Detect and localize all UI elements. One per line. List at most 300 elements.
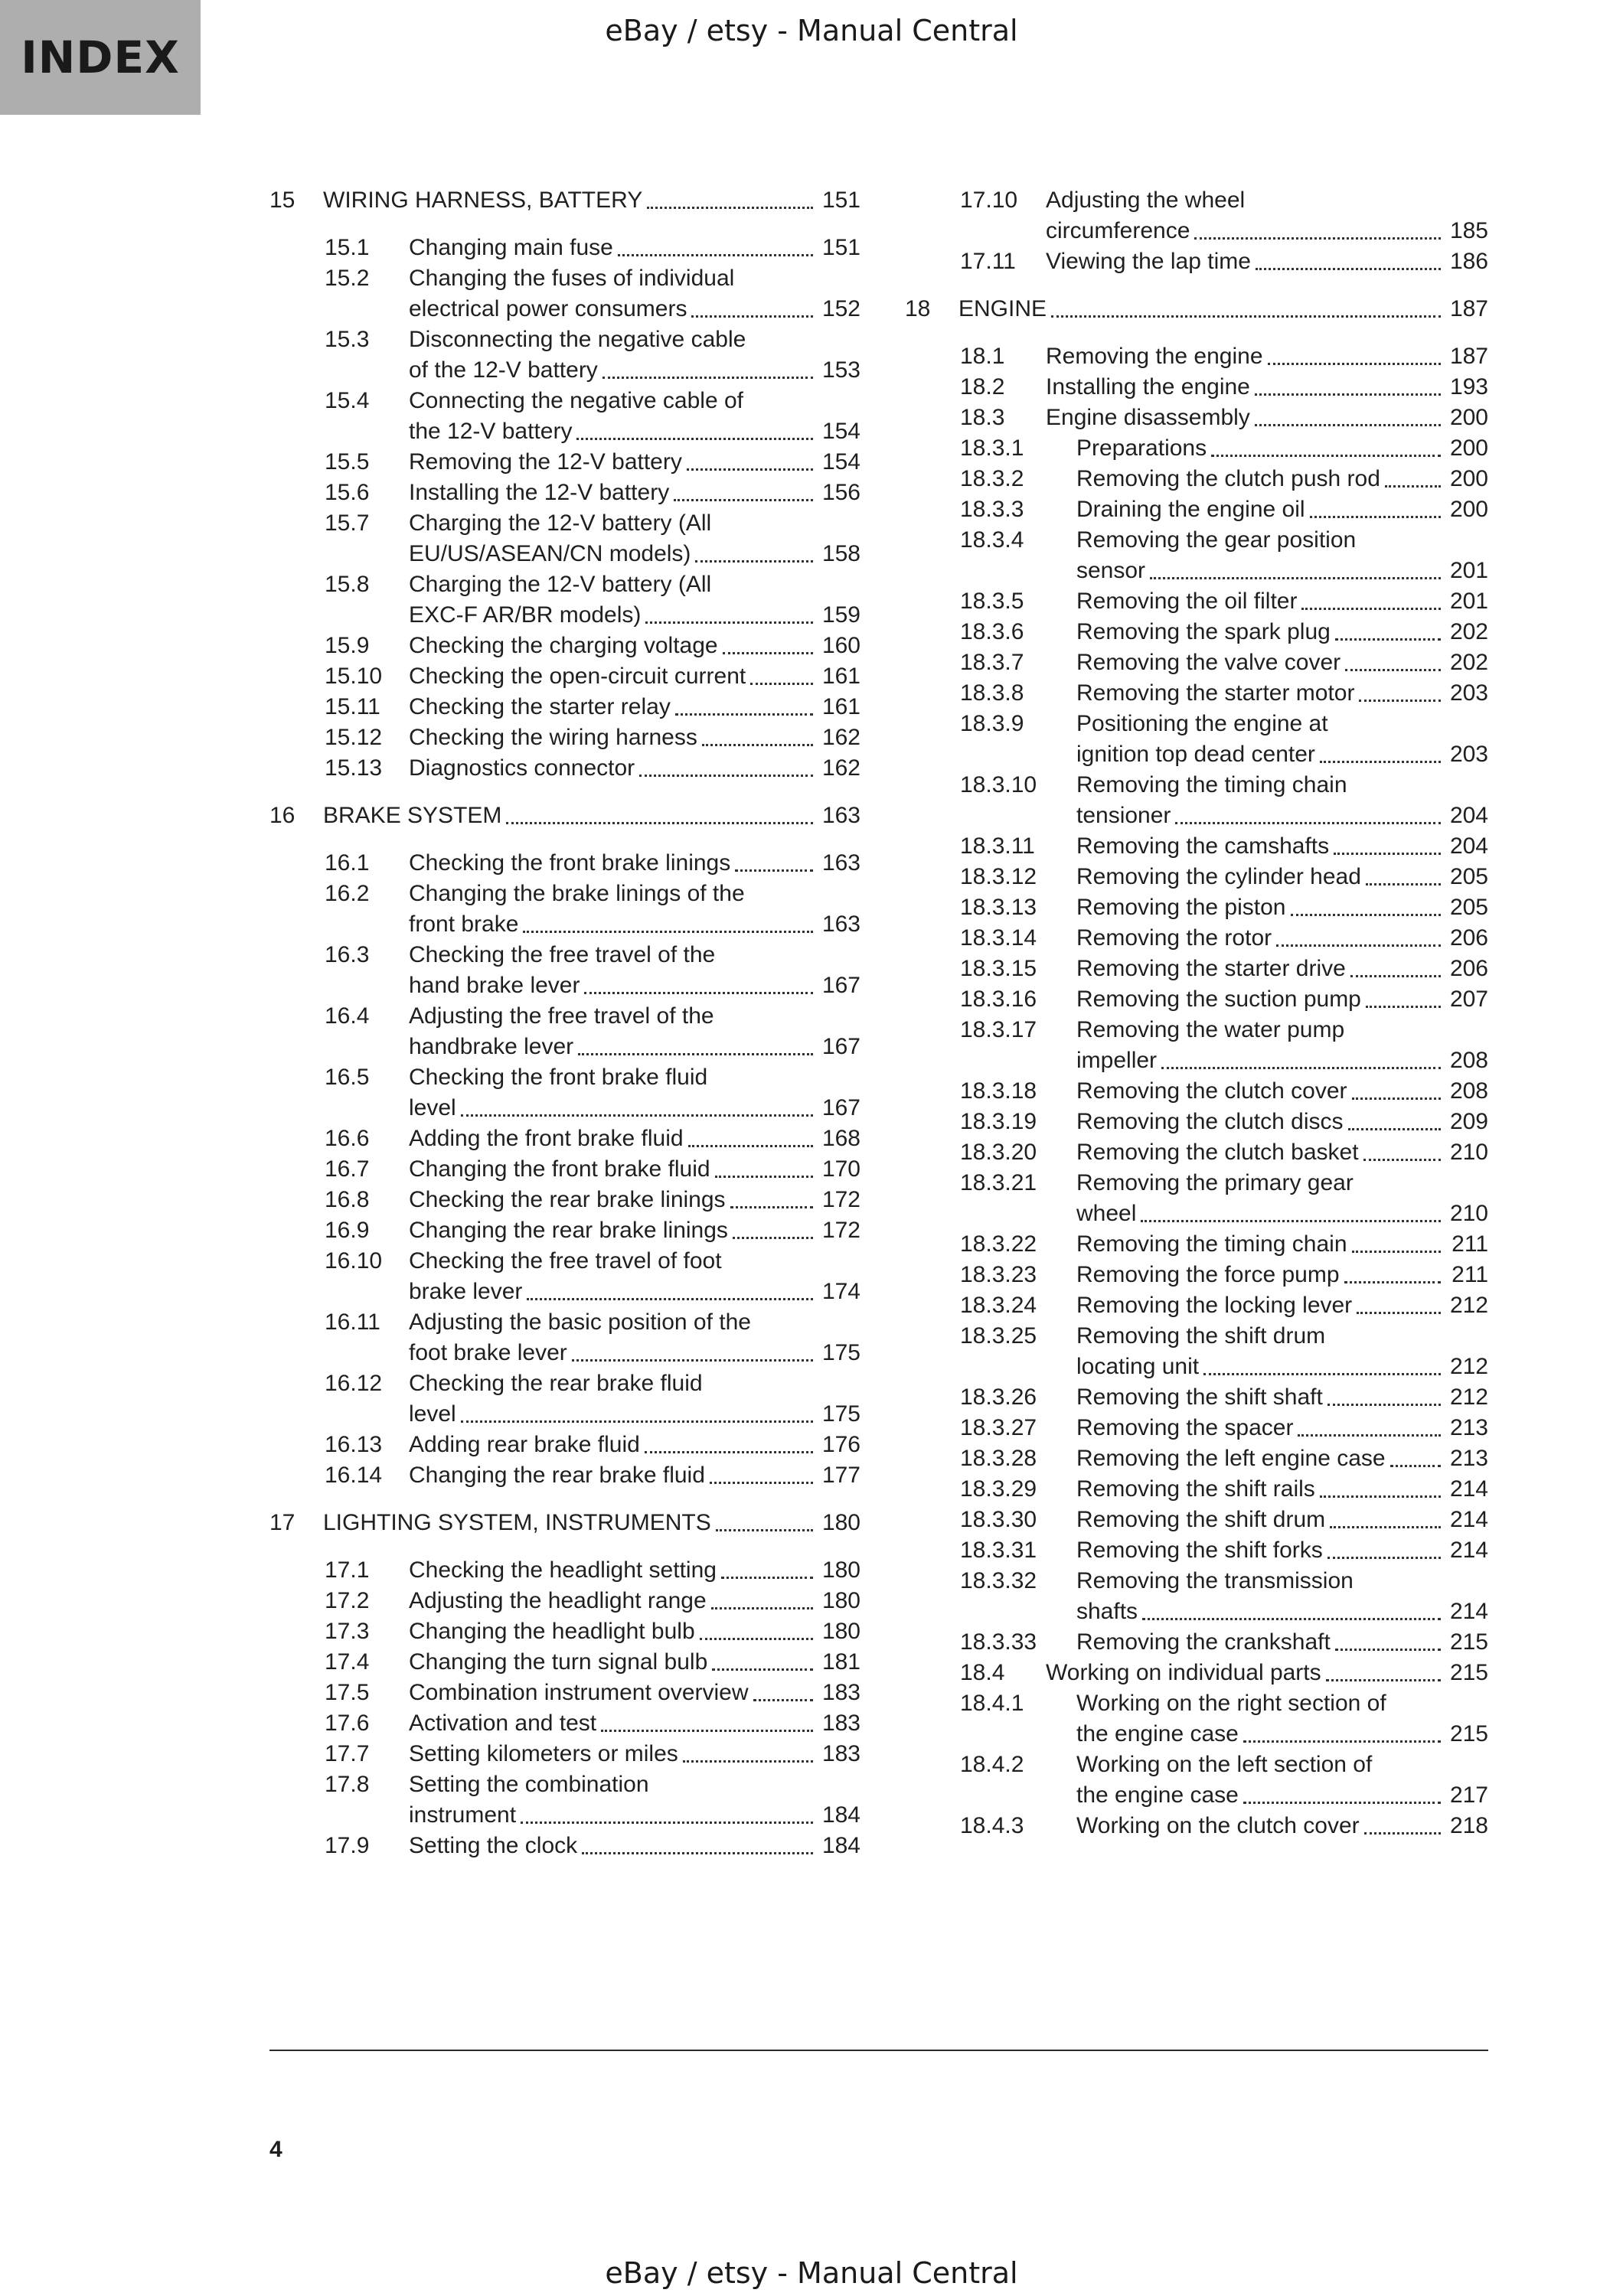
toc-entry-number: 18.3.4 <box>960 527 1024 553</box>
toc-entry[interactable] <box>269 1647 860 1678</box>
dot-leader <box>1335 638 1441 641</box>
toc-entry-page: 201 <box>1449 558 1488 583</box>
toc-entry-title: Draining the engine oil <box>1076 497 1305 522</box>
toc-entry[interactable] <box>905 1750 1488 1811</box>
toc-entry-title: Checking the rear brake fluid <box>409 1371 703 1396</box>
toc-entry[interactable] <box>269 940 860 1001</box>
toc-entry-title: Removing the valve cover <box>1076 650 1341 675</box>
toc-entry-number: 16.7 <box>325 1156 370 1182</box>
toc-entry-page: 202 <box>1449 650 1488 675</box>
toc-entry-page: 208 <box>1449 1048 1488 1073</box>
toc-entry-page: 183 <box>821 1741 860 1766</box>
toc-entry-title: Adding rear brake fluid <box>409 1432 640 1457</box>
toc-entry-title: Adjusting the free travel of the <box>409 1003 714 1029</box>
toc-entry-number: 16.10 <box>325 1248 383 1274</box>
toc-entry-number: 18.3.30 <box>960 1507 1037 1532</box>
toc-entry-title: Removing the rotor <box>1076 925 1272 951</box>
toc-entry[interactable] <box>905 647 1488 678</box>
dot-leader <box>735 869 813 872</box>
dot-leader <box>578 1053 813 1055</box>
dot-leader <box>1357 1312 1441 1314</box>
toc-entry-page: 187 <box>1449 296 1488 321</box>
toc-entry[interactable] <box>269 508 860 569</box>
toc-entry-page: 167 <box>821 1095 860 1120</box>
toc-entry-title: Changing the brake linings of the <box>409 881 745 906</box>
toc-entry-page: 215 <box>1449 1721 1488 1746</box>
dot-leader <box>1345 669 1441 671</box>
toc-entry-page: 159 <box>821 602 860 628</box>
toc-entry[interactable] <box>269 1368 860 1430</box>
toc-entry[interactable] <box>905 1107 1488 1137</box>
toc-entry[interactable] <box>269 1678 860 1708</box>
dot-leader <box>1310 516 1441 518</box>
toc-entry-number: 16.1 <box>325 850 370 876</box>
toc-entry[interactable] <box>269 722 860 753</box>
toc-entry-number: 15.6 <box>325 480 370 505</box>
toc-entry-title: Working on the right section of <box>1076 1691 1386 1716</box>
toc-entry[interactable] <box>269 325 860 386</box>
toc-entry-title: Setting the combination <box>409 1772 649 1797</box>
toc-entry[interactable] <box>269 386 860 447</box>
toc-entry-number: 18.3.21 <box>960 1170 1037 1195</box>
toc-entry-title: hand brake lever <box>409 973 580 998</box>
toc-entry[interactable] <box>905 403 1488 433</box>
dot-leader <box>1359 700 1441 702</box>
toc-entry-title: sensor <box>1076 558 1146 583</box>
toc-entry-title: front brake <box>409 912 519 937</box>
toc-entry[interactable] <box>905 617 1488 647</box>
toc-entry-number: 18 <box>905 296 931 321</box>
toc-entry-title: Removing the force pump <box>1076 1262 1340 1287</box>
toc-entry-title: Removing the camshafts <box>1076 833 1330 859</box>
toc-entry-title: Checking the free travel of the <box>409 942 716 967</box>
toc-entry[interactable] <box>905 1137 1488 1168</box>
dot-leader <box>1276 944 1441 947</box>
toc-entry-number: 18.3.28 <box>960 1446 1037 1471</box>
dot-leader <box>750 683 813 685</box>
toc-entry[interactable] <box>905 464 1488 494</box>
toc-entry-title: Changing the headlight bulb <box>409 1619 695 1644</box>
toc-entry[interactable] <box>269 1215 860 1246</box>
toc-entry[interactable] <box>269 1508 860 1538</box>
dot-leader <box>1175 822 1441 824</box>
toc-entry[interactable] <box>905 862 1488 892</box>
toc-entry-page: 207 <box>1449 987 1488 1012</box>
toc-entry-number: 18.3.2 <box>960 466 1024 491</box>
toc-entry-page: 218 <box>1449 1813 1488 1838</box>
toc-entry[interactable] <box>905 1505 1488 1535</box>
dot-leader <box>1366 883 1441 885</box>
toc-entry-title: Removing the shift rails <box>1076 1476 1315 1502</box>
toc-entry-page: 203 <box>1449 742 1488 767</box>
dot-leader <box>1326 1679 1441 1681</box>
toc-entry-page: 180 <box>821 1510 860 1535</box>
toc-entry-title: Removing the gear position <box>1076 527 1357 553</box>
toc-entry-title: Removing the water pump <box>1076 1017 1345 1042</box>
toc-entry-number: 18.4 <box>960 1660 1005 1685</box>
toc-entry[interactable] <box>905 294 1488 325</box>
toc-entry-number: 18.3.26 <box>960 1384 1037 1410</box>
toc-entry[interactable] <box>269 661 860 692</box>
toc-entry-page: 175 <box>821 1340 860 1365</box>
toc-entry[interactable] <box>269 1001 860 1062</box>
toc-entry[interactable] <box>269 1616 860 1647</box>
dot-leader <box>687 468 813 471</box>
toc-entry-page: 162 <box>821 725 860 750</box>
toc-entry[interactable] <box>905 1535 1488 1566</box>
toc-entry[interactable] <box>905 923 1488 954</box>
dot-leader <box>1255 393 1441 396</box>
toc-entry-title: Removing the shift forks <box>1076 1538 1323 1563</box>
dot-leader <box>710 1482 813 1484</box>
toc-entry-title: Removing the locking lever <box>1076 1293 1353 1318</box>
toc-entry-title: level <box>409 1401 456 1427</box>
dot-leader <box>1366 1006 1441 1008</box>
toc-entry[interactable] <box>269 692 860 722</box>
toc-entry-number: 17.2 <box>325 1588 370 1613</box>
index-tab[interactable]: INDEX <box>0 0 201 115</box>
dot-leader <box>1268 363 1441 365</box>
toc-entry-number: 17.7 <box>325 1741 370 1766</box>
dot-leader <box>1320 1495 1441 1498</box>
toc-entry-title: Changing main fuse <box>409 235 613 260</box>
toc-entry-page: 214 <box>1449 1538 1488 1563</box>
toc-entry-number: 15.8 <box>325 572 370 597</box>
toc-entry-number: 18.3.20 <box>960 1140 1037 1165</box>
toc-entry-number: 18.3.7 <box>960 650 1024 675</box>
toc-entry-number: 15.1 <box>325 235 370 260</box>
toc-entry-number: 15.3 <box>325 327 370 352</box>
toc-entry-page: 161 <box>821 694 860 719</box>
toc-entry-number: 16.6 <box>325 1126 370 1151</box>
toc-entry[interactable] <box>905 185 1488 246</box>
toc-entry[interactable] <box>905 954 1488 984</box>
toc-entry-page: 172 <box>821 1218 860 1243</box>
toc-entry[interactable] <box>905 1566 1488 1627</box>
toc-entry-page: 210 <box>1449 1201 1488 1226</box>
toc-entry-page: 201 <box>1449 589 1488 614</box>
dot-leader <box>521 1821 813 1824</box>
toc-entry-number: 15 <box>269 188 296 213</box>
toc-entry[interactable] <box>905 1413 1488 1443</box>
toc-entry[interactable] <box>269 1586 860 1616</box>
toc-entry-title: Removing the oil filter <box>1076 589 1298 614</box>
toc-entry[interactable] <box>905 1474 1488 1505</box>
dot-leader <box>582 1852 813 1854</box>
toc-entry-title: Charging the 12-V battery (All <box>409 572 712 597</box>
toc-entry[interactable] <box>905 831 1488 862</box>
dot-leader <box>1142 1618 1441 1620</box>
toc-entry-number: 18.4.3 <box>960 1813 1024 1838</box>
toc-entry-page: 160 <box>821 633 860 658</box>
toc-entry[interactable] <box>269 263 860 325</box>
toc-entry[interactable] <box>905 525 1488 586</box>
toc-entry-number: 16.12 <box>325 1371 383 1396</box>
toc-entry-title: Changing the turn signal bulb <box>409 1649 708 1675</box>
toc-entry-page: 170 <box>821 1156 860 1182</box>
toc-entry[interactable] <box>269 801 860 831</box>
toc-entry[interactable] <box>269 1708 860 1739</box>
dot-leader <box>1320 761 1441 763</box>
toc-entry[interactable] <box>269 1831 860 1861</box>
toc-entry-page: 214 <box>1449 1507 1488 1532</box>
toc-entry-number: 18.3 <box>960 405 1005 430</box>
toc-entry-title: Removing the starter drive <box>1076 956 1346 981</box>
toc-column-left <box>269 185 860 1861</box>
toc-entry-number: 18.3.33 <box>960 1629 1037 1655</box>
toc-entry-number: 17.3 <box>325 1619 370 1644</box>
toc-entry-title: locating unit <box>1076 1354 1200 1379</box>
toc-entry[interactable] <box>905 1260 1488 1290</box>
toc-entry-page: 217 <box>1449 1782 1488 1808</box>
toc-entry[interactable] <box>269 753 860 784</box>
toc-entry-title: Working on the clutch cover <box>1076 1813 1360 1838</box>
toc-entry-number: 18.3.27 <box>960 1415 1037 1440</box>
toc-entry[interactable] <box>269 848 860 879</box>
toc-entry-title: Checking the starter relay <box>409 694 671 719</box>
toc-entry-title: Engine disassembly <box>1046 405 1250 430</box>
toc-entry-title: Installing the 12-V battery <box>409 480 670 505</box>
toc-entry-title: Adjusting the wheel <box>1046 188 1246 213</box>
dot-leader <box>1161 1067 1441 1069</box>
toc-entry[interactable] <box>269 1430 860 1460</box>
toc-entry[interactable] <box>269 1246 860 1307</box>
toc-column-right <box>905 185 1488 1841</box>
toc-entry-page: 176 <box>821 1432 860 1457</box>
toc-entry-page: 174 <box>821 1279 860 1304</box>
dot-leader <box>1150 577 1441 579</box>
toc-entry[interactable] <box>905 1627 1488 1658</box>
toc-entry-page: 212 <box>1449 1293 1488 1318</box>
dot-leader <box>1141 1220 1441 1222</box>
dot-leader <box>1243 1802 1441 1804</box>
toc-entry[interactable] <box>269 631 860 661</box>
toc-entry[interactable] <box>269 478 860 508</box>
toc-entry[interactable] <box>269 1555 860 1586</box>
toc-entry-number: 18.3.8 <box>960 680 1024 706</box>
dot-leader <box>1255 424 1441 426</box>
toc-entry[interactable] <box>905 341 1488 372</box>
toc-entry[interactable] <box>269 1154 860 1185</box>
toc-entry-title: Removing the left engine case <box>1076 1446 1386 1471</box>
dot-leader <box>683 1760 813 1763</box>
toc-entry-number: 18.3.24 <box>960 1293 1037 1318</box>
toc-entry-title: Changing the rear brake fluid <box>409 1463 705 1488</box>
dot-leader <box>506 822 813 824</box>
toc-entry-number: 16.4 <box>325 1003 370 1029</box>
toc-entry-number: 17.10 <box>960 188 1018 213</box>
toc-entry[interactable] <box>905 1443 1488 1474</box>
dot-leader <box>1301 608 1441 610</box>
toc-entry-page: 212 <box>1449 1354 1488 1379</box>
toc-entry-title: Removing the timing chain <box>1076 1231 1347 1257</box>
toc-entry[interactable] <box>905 984 1488 1015</box>
toc-entry[interactable] <box>905 586 1488 617</box>
dot-leader <box>584 992 813 994</box>
toc-entry-page: 193 <box>1449 374 1488 400</box>
toc-entry[interactable] <box>905 892 1488 923</box>
dot-leader <box>1344 1281 1441 1283</box>
toc-entry-title: electrical power consumers <box>409 296 687 321</box>
toc-entry[interactable] <box>269 1124 860 1154</box>
dot-leader <box>712 1668 813 1671</box>
toc-entry-title: instrument <box>409 1802 517 1828</box>
dot-leader <box>688 1145 813 1147</box>
dot-leader <box>618 254 813 256</box>
toc-entry-number: 18.3.1 <box>960 435 1024 461</box>
toc-entry-page: 151 <box>821 235 860 260</box>
toc-entry[interactable] <box>905 770 1488 831</box>
toc-entry[interactable] <box>905 372 1488 403</box>
toc-entry-number: 16 <box>269 803 296 828</box>
toc-entry-page: 200 <box>1449 466 1488 491</box>
dot-leader <box>645 621 813 624</box>
dot-leader <box>723 652 813 654</box>
toc-entry[interactable] <box>905 1076 1488 1107</box>
toc-entry[interactable] <box>269 879 860 940</box>
toc-entry-page: 168 <box>821 1126 860 1151</box>
toc-entry-title: EXC-F AR/BR models) <box>409 602 642 628</box>
dot-leader <box>1256 268 1441 270</box>
toc-entry-page: 162 <box>821 755 860 781</box>
toc-entry-number: 16.14 <box>325 1463 383 1488</box>
toc-entry[interactable] <box>905 678 1488 709</box>
toc-entry-title: BRAKE SYSTEM <box>323 803 502 828</box>
toc-entry-page: 180 <box>821 1588 860 1613</box>
toc-entry[interactable] <box>269 1062 860 1124</box>
toc-entry[interactable] <box>269 1307 860 1368</box>
toc-entry-page: 214 <box>1449 1599 1488 1624</box>
toc-entry[interactable] <box>269 185 860 216</box>
toc-entry-page: 200 <box>1449 497 1488 522</box>
toc-entry-title: Adjusting the basic position of the <box>409 1309 751 1335</box>
dot-leader <box>674 499 813 501</box>
dot-leader <box>601 1730 813 1732</box>
toc-entry[interactable] <box>905 1658 1488 1688</box>
dot-leader <box>1194 237 1441 240</box>
toc-entry-title: Working on the left section of <box>1076 1752 1373 1777</box>
toc-entry[interactable] <box>269 1460 860 1491</box>
toc-entry-title: Checking the open-circuit current <box>409 664 746 689</box>
toc-entry-title: circumference <box>1046 218 1190 243</box>
toc-entry[interactable] <box>905 1382 1488 1413</box>
toc-entry[interactable] <box>905 1811 1488 1841</box>
toc-entry[interactable] <box>905 433 1488 464</box>
toc-entry-page: 180 <box>821 1557 860 1583</box>
toc-entry[interactable] <box>269 569 860 631</box>
toc-entry-page: 209 <box>1449 1109 1488 1134</box>
toc-entry-page: 212 <box>1449 1384 1488 1410</box>
toc-entry-number: 18.3.22 <box>960 1231 1037 1257</box>
toc-entry-page: 152 <box>821 296 860 321</box>
dot-leader <box>730 1206 813 1208</box>
dot-leader <box>1327 1404 1441 1406</box>
toc-entry[interactable] <box>905 1015 1488 1076</box>
toc-entry[interactable] <box>905 1688 1488 1750</box>
toc-entry[interactable] <box>905 1321 1488 1382</box>
toc-entry-title: Viewing the lap time <box>1046 249 1251 274</box>
toc-entry[interactable] <box>269 233 860 263</box>
toc-entry[interactable] <box>905 494 1488 525</box>
toc-entry-title: Removing the clutch discs <box>1076 1109 1344 1134</box>
toc-entry-page: 200 <box>1449 405 1488 430</box>
dot-leader <box>1211 455 1441 457</box>
toc-entry-number: 15.9 <box>325 633 370 658</box>
dot-leader <box>1327 1557 1441 1559</box>
toc-entry[interactable] <box>905 1168 1488 1229</box>
toc-entry-title: foot brake lever <box>409 1340 567 1365</box>
toc-entry-title: Connecting the negative cable of <box>409 388 743 413</box>
toc-entry-title: Removing the spacer <box>1076 1415 1294 1440</box>
toc-entry-page: 211 <box>1452 1231 1488 1257</box>
dot-leader <box>702 744 813 746</box>
toc-entry-number: 15.10 <box>325 664 383 689</box>
toc-entry-title: brake lever <box>409 1279 523 1304</box>
toc-entry-page: 205 <box>1449 864 1488 889</box>
toc-entry[interactable] <box>905 1290 1488 1321</box>
toc-entry-number: 17 <box>269 1510 296 1535</box>
toc-entry-title: Removing the clutch push rod <box>1076 466 1380 491</box>
toc-entry-number: 16.5 <box>325 1065 370 1090</box>
toc-entry-title: Removing the engine <box>1046 344 1263 369</box>
toc-entry-page: 214 <box>1449 1476 1488 1502</box>
toc-entry-page: 180 <box>821 1619 860 1644</box>
toc-entry-title: Removing the suction pump <box>1076 987 1361 1012</box>
toc-entry-number: 18.2 <box>960 374 1005 400</box>
toc-entry-number: 16.11 <box>325 1309 380 1335</box>
toc-entry-page: 151 <box>821 188 860 213</box>
dot-leader <box>527 1298 813 1300</box>
toc-entry-page: 210 <box>1449 1140 1488 1165</box>
dot-leader <box>1352 1097 1442 1100</box>
toc-entry[interactable] <box>269 1739 860 1769</box>
toc-entry[interactable] <box>269 1185 860 1215</box>
toc-entry-title: ignition top dead center <box>1076 742 1315 767</box>
toc-entry-number: 15.4 <box>325 388 370 413</box>
toc-entry[interactable] <box>905 709 1488 770</box>
toc-entry-title: Removing the clutch basket <box>1076 1140 1359 1165</box>
toc-entry[interactable] <box>905 246 1488 277</box>
toc-entry-page: 203 <box>1449 680 1488 706</box>
toc-entry-page: 205 <box>1449 895 1488 920</box>
toc-entry[interactable] <box>269 1769 860 1831</box>
toc-entry-page: 167 <box>821 1034 860 1059</box>
toc-entry-number: 16.8 <box>325 1187 370 1212</box>
dot-leader <box>645 1451 813 1453</box>
toc-entry[interactable] <box>905 1229 1488 1260</box>
dot-leader <box>1385 485 1441 488</box>
toc-entry-number: 18.3.6 <box>960 619 1024 644</box>
toc-entry-number: 16.13 <box>325 1432 383 1457</box>
toc-entry[interactable] <box>269 447 860 478</box>
toc-entry-title: Removing the shift drum <box>1076 1323 1326 1349</box>
toc-entry-number: 15.2 <box>325 266 370 291</box>
toc-entry-title: the 12-V battery <box>409 419 573 444</box>
toc-entry-number: 18.3.32 <box>960 1568 1037 1593</box>
toc-entry-number: 18.3.16 <box>960 987 1037 1012</box>
toc-entry-page: 153 <box>821 357 860 383</box>
dot-leader <box>1203 1373 1441 1375</box>
toc-entry-number: 17.1 <box>325 1557 370 1583</box>
toc-entry-page: 154 <box>821 449 860 475</box>
toc-entry-title: ENGINE <box>958 296 1047 321</box>
dot-leader <box>1335 1649 1441 1651</box>
dot-leader <box>1291 914 1442 916</box>
toc-entry-page: 184 <box>821 1802 860 1828</box>
toc-entry-title: of the 12-V battery <box>409 357 598 383</box>
toc-entry-title: the engine case <box>1076 1721 1239 1746</box>
toc-entry-title: Adding the front brake fluid <box>409 1126 684 1151</box>
